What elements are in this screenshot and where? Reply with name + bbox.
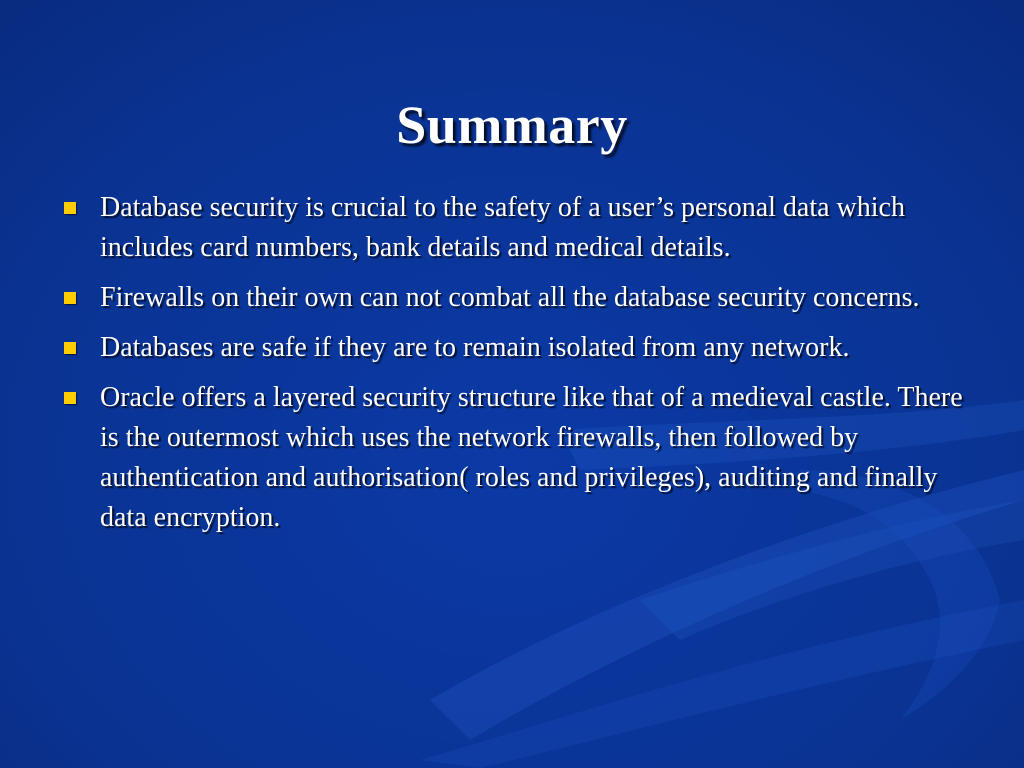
list-item — [60, 188, 970, 268]
list-item — [60, 378, 970, 538]
list-item — [60, 278, 970, 318]
square-bullet-icon — [64, 392, 76, 404]
slide-title: Summary — [396, 95, 628, 156]
bullet-text: Databases are safe if they are to remain isolated from any network. — [100, 332, 850, 363]
bullet-text: Oracle offers a layered security structure like that of a medieval castle. There is the outermost which uses the network firewalls, then followed by authentication and authorisation( roles and privileges), auditing and finally data encryption. — [100, 382, 963, 533]
bullet-list — [60, 188, 970, 548]
square-bullet-icon — [64, 202, 76, 214]
square-bullet-icon — [64, 292, 76, 304]
bullet-text: Database security is crucial to the safety of a user’s personal data which includes card numbers, bank details and medical details. — [100, 192, 905, 263]
bullet-text: Firewalls on their own can not combat all the database security concerns. — [100, 282, 920, 313]
square-bullet-icon — [64, 342, 76, 354]
list-item — [60, 328, 970, 368]
